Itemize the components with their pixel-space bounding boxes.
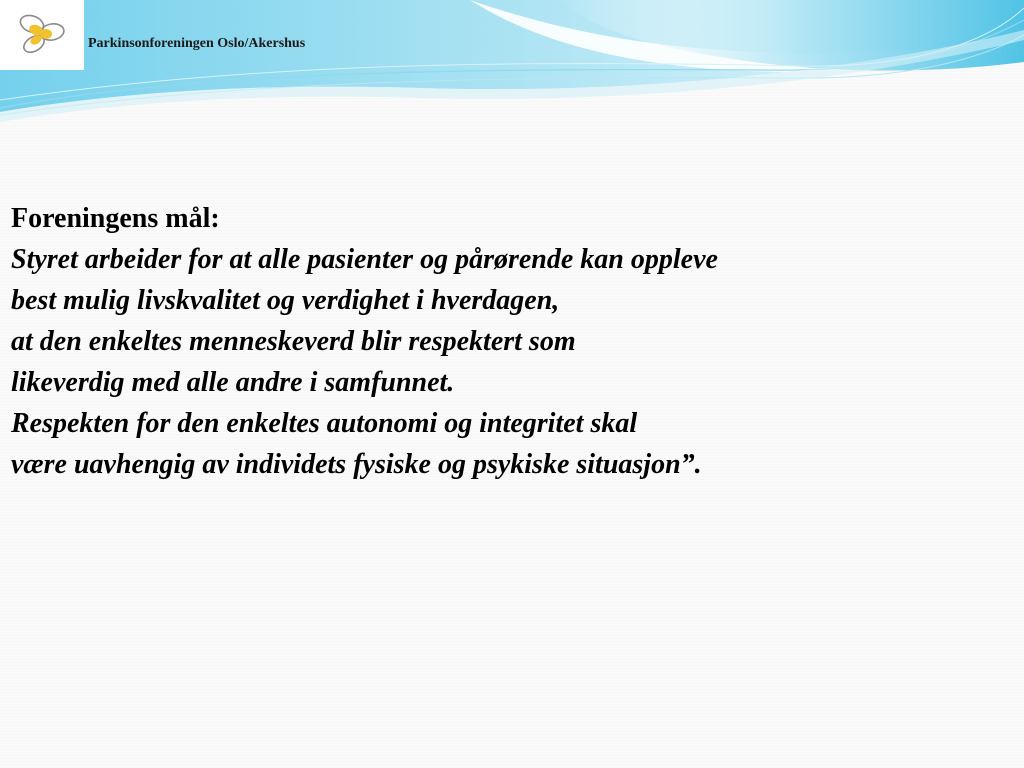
text-line: Styret arbeider for at alle pasienter og pårørende kan oppleve <box>11 244 718 275</box>
text-line: best mulig livskvalitet og verdighet i hverdagen, <box>11 285 560 316</box>
section-heading: Foreningens mål: <box>11 203 220 234</box>
text-line: Respekten for den enkeltes autonomi og integritet skal <box>11 408 638 439</box>
logo-container <box>0 0 84 70</box>
main-text-block <box>11 198 1016 485</box>
org-name: Parkinsonforeningen Oslo/Akershus <box>88 36 306 51</box>
header-wave-decoration <box>0 0 1024 130</box>
text-line: være uavhengig av individets fysiske og psykiske situasjon”. <box>11 449 702 480</box>
text-line: likeverdig med alle andre i samfunnet. <box>11 367 455 398</box>
parkinson-flower-logo-icon <box>16 10 70 60</box>
text-line: at den enkeltes menneskeverd blir respektert som <box>11 326 576 357</box>
